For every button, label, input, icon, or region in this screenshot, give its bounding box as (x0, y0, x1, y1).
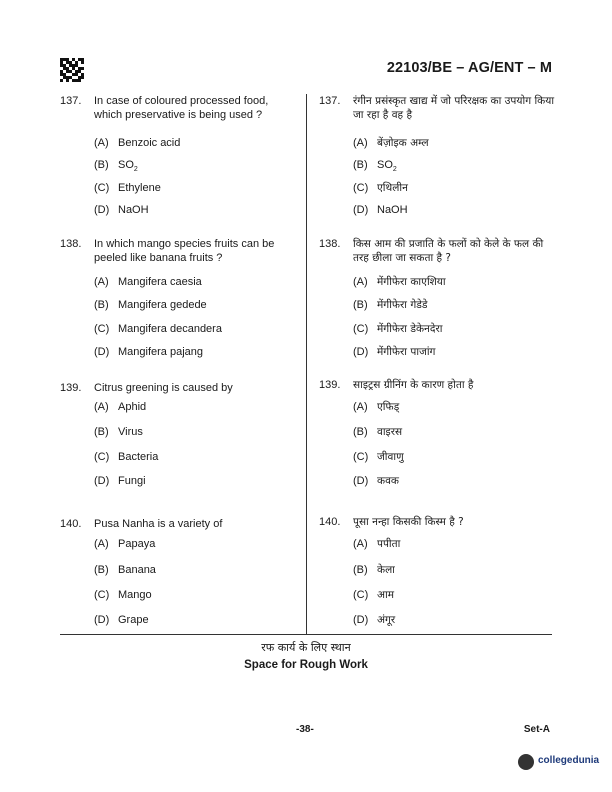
option-b: (B) वाइरस (353, 426, 403, 438)
question-137-en (60, 94, 298, 122)
option-a: (A) बेंज़ोइक अम्ल (353, 137, 429, 149)
watermark-text: collegedunia (538, 755, 600, 766)
option-b: (B) $SO_2$ (94, 159, 138, 174)
question-number: 139. (319, 379, 341, 391)
question-number: 137. (60, 95, 82, 107)
option-b: (B) $SO_2$ (353, 159, 397, 174)
option-b: (B) Mangifera gedede (94, 299, 207, 311)
question-text: Citrus greening is caused by (94, 382, 233, 394)
option-d: (D) Mangifera pajang (94, 346, 204, 358)
question-140-en (60, 517, 298, 531)
question-number: 138. (60, 238, 82, 250)
option-a: (A) Benzoic acid (94, 137, 181, 149)
option-d: (D) Grape (94, 614, 149, 626)
question-number: 137. (319, 95, 341, 107)
option-b: (B) Banana (94, 564, 156, 576)
option-c: (C) Mango (94, 589, 152, 601)
rough-work-label-hi: रफ कार्य के लिए स्थान (261, 641, 351, 654)
option-d: (D) कवक (353, 475, 399, 487)
question-137-hi (319, 94, 559, 122)
watermark-logo (518, 752, 612, 780)
question-text: In which mango species fruits can be peeled like banana fruits ? (94, 238, 275, 264)
question-139-en (60, 381, 298, 395)
question-138-hi (319, 237, 559, 265)
option-d: (D) मेंगीफेरा पाजांग (353, 346, 436, 358)
option-b: (B) मेंगीफेरा गेडेडे (353, 299, 428, 311)
option-a: (A) एफिड् (353, 401, 400, 413)
option-c: (C) Bacteria (94, 451, 159, 463)
question-text: पूसा नन्हा किसकी किस्म है ? (353, 516, 464, 528)
set-label: Set-A (523, 724, 550, 735)
option-a: (A) पपीता (353, 538, 401, 550)
question-text: In case of coloured processed food, which preservative is being used ? (94, 95, 269, 121)
option-c: (C) Ethylene (94, 182, 161, 194)
question-text: साइट्रस ग्रीनिंग के कारण होता है (353, 379, 474, 391)
option-d: (D) Fungi (94, 475, 146, 487)
column-divider (306, 94, 307, 634)
question-140-hi (319, 515, 559, 529)
question-number: 140. (319, 516, 341, 528)
rough-work-label-en: Space for Rough Work (244, 659, 368, 671)
option-c: (C) एथिलीन (353, 182, 408, 194)
mascot-icon (518, 754, 534, 770)
paper-code: 22103/BE – AG/ENT – M (386, 60, 552, 76)
option-b: (B) Virus (94, 426, 143, 438)
qr-code (60, 58, 84, 82)
option-d: (D) अंगूर (353, 614, 396, 626)
option-c: (C) Mangifera decandera (94, 323, 222, 335)
question-text: किस आम की प्रजाति के फलों को केले के फल की तरह छीला जा सकता है ? (353, 238, 544, 264)
option-d: (D) NaOH (94, 204, 149, 216)
option-a: (A) Aphid (94, 401, 147, 413)
option-a: (A) Papaya (94, 538, 156, 550)
option-c: (C) मेंगीफेरा डेकेनदेरा (353, 323, 443, 335)
rough-work-rule (60, 634, 552, 635)
option-c: (C) जीवाणु (353, 451, 404, 463)
option-c: (C) आम (353, 589, 395, 601)
question-text: रंगीन प्रसंस्कृत खाद्य में जो परिरक्षक का उपयोग किया जा रहा है वह है (353, 95, 555, 121)
question-number: 140. (60, 518, 82, 530)
question-number: 139. (60, 382, 82, 394)
question-number: 138. (319, 238, 341, 250)
option-a: (A) मेंगीफेरा काएशिया (353, 276, 446, 288)
question-138-en (60, 237, 298, 265)
option-d: (D) NaOH (353, 204, 408, 216)
question-139-hi (319, 378, 559, 392)
question-text: Pusa Nanha is a variety of (94, 518, 223, 530)
option-b: (B) केला (353, 564, 395, 576)
page-number: -38- (296, 724, 314, 735)
option-a: (A) Mangifera caesia (94, 276, 202, 288)
